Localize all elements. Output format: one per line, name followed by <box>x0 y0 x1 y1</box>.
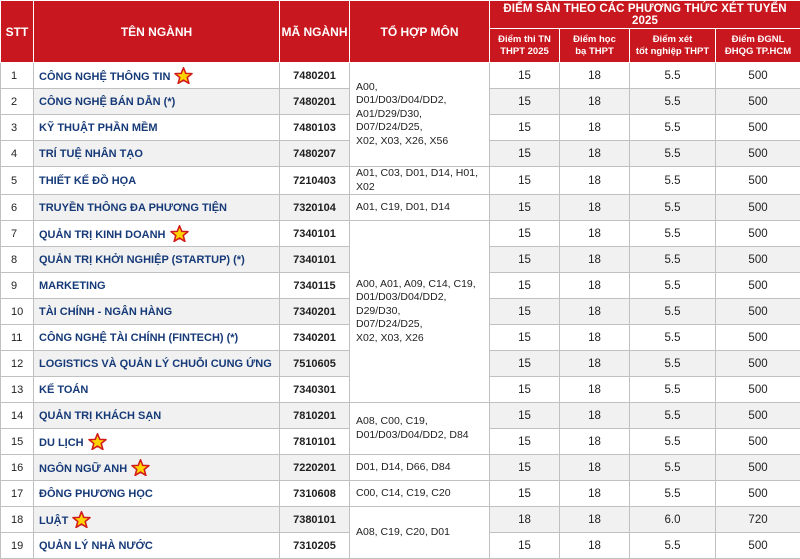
score-thpt-exam: 15 <box>490 455 560 481</box>
major-code-cell: 7220201 <box>280 455 350 481</box>
major-code-cell: 7480201 <box>280 63 350 89</box>
major-name-cell <box>34 195 280 221</box>
score-thpt-exam: 15 <box>490 429 560 455</box>
score-dgnl: 500 <box>716 221 800 247</box>
score-dgnl: 500 <box>716 533 800 559</box>
major-name-cell <box>34 455 280 481</box>
score-transcript: 18 <box>560 325 630 351</box>
score-graduation: 5.5 <box>630 141 716 167</box>
combo-line: A01, C19, D01, D14 <box>356 201 485 215</box>
star-icon <box>170 225 189 242</box>
major-name: CÔNG NGHỆ BÁN DẪN (*) <box>39 96 175 108</box>
stt-cell: 14 <box>1 403 34 429</box>
major-name-cell <box>34 141 280 167</box>
score-transcript: 18 <box>560 247 630 273</box>
score-graduation: 5.5 <box>630 115 716 141</box>
score-graduation: 5.5 <box>630 167 716 195</box>
score-graduation: 5.5 <box>630 533 716 559</box>
major-code-cell: 7380101 <box>280 507 350 533</box>
stt-cell: 13 <box>1 377 34 403</box>
major-code-cell: 7480201 <box>280 89 350 115</box>
combo-line: A01/D29/D30, <box>356 108 485 122</box>
score-transcript: 18 <box>560 167 630 195</box>
major-name: LUẬT <box>39 515 68 527</box>
score-transcript: 18 <box>560 89 630 115</box>
score-graduation: 5.5 <box>630 273 716 299</box>
score-graduation: 5.5 <box>630 247 716 273</box>
score-graduation: 6.0 <box>630 507 716 533</box>
major-code-cell: 7340201 <box>280 325 350 351</box>
score-dgnl: 500 <box>716 351 800 377</box>
score-transcript: 18 <box>560 141 630 167</box>
major-name-cell <box>34 325 280 351</box>
header-sub-dgnl: Điểm ĐGNL ĐHQG TP.HCM <box>716 29 800 63</box>
major-code-cell: 7810201 <box>280 403 350 429</box>
major-name: CÔNG NGHỆ THÔNG TIN <box>39 71 170 83</box>
stt-cell: 6 <box>1 195 34 221</box>
major-code-cell: 7310608 <box>280 481 350 507</box>
score-thpt-exam: 15 <box>490 533 560 559</box>
major-name-cell <box>34 507 280 533</box>
score-transcript: 18 <box>560 351 630 377</box>
star-icon <box>174 67 193 84</box>
score-transcript: 18 <box>560 481 630 507</box>
combo-line: A08, C19, C20, D01 <box>356 526 485 540</box>
score-graduation: 5.5 <box>630 299 716 325</box>
header-stt: STT <box>1 1 34 63</box>
score-dgnl: 500 <box>716 273 800 299</box>
score-transcript: 18 <box>560 221 630 247</box>
stt-cell: 17 <box>1 481 34 507</box>
combo-line: X02, X03, X26 <box>356 332 485 346</box>
score-graduation: 5.5 <box>630 429 716 455</box>
major-code-cell: 7810101 <box>280 429 350 455</box>
score-dgnl: 500 <box>716 403 800 429</box>
score-graduation: 5.5 <box>630 455 716 481</box>
major-name-cell <box>34 299 280 325</box>
combo-line: C00, C14, C19, C20 <box>356 487 485 501</box>
score-thpt-exam: 15 <box>490 351 560 377</box>
major-name: QUẢN TRỊ KINH DOANH <box>39 229 166 241</box>
header-score-group: ĐIỂM SÀN THEO CÁC PHƯƠNG THỨC XÉT TUYỂN 2025 <box>490 1 800 29</box>
major-name-cell <box>34 429 280 455</box>
major-name: THIẾT KẾ ĐỒ HỌA <box>39 175 136 187</box>
subject-combo-cell <box>350 481 490 507</box>
score-transcript: 18 <box>560 63 630 89</box>
score-dgnl: 500 <box>716 247 800 273</box>
major-name-cell <box>34 377 280 403</box>
score-transcript: 18 <box>560 455 630 481</box>
major-name: QUẢN LÝ NHÀ NƯỚC <box>39 540 153 552</box>
header-sub-thpt-exam: Điểm thi TN THPT 2025 <box>490 29 560 63</box>
score-dgnl: 500 <box>716 455 800 481</box>
score-dgnl: 720 <box>716 507 800 533</box>
score-thpt-exam: 15 <box>490 63 560 89</box>
header-ten-nganh: TÊN NGÀNH <box>34 1 280 63</box>
major-code-cell: 7480207 <box>280 141 350 167</box>
table-row <box>1 195 800 221</box>
score-thpt-exam: 15 <box>490 89 560 115</box>
score-transcript: 18 <box>560 377 630 403</box>
major-name-cell <box>34 63 280 89</box>
score-transcript: 18 <box>560 507 630 533</box>
major-name-cell <box>34 273 280 299</box>
score-transcript: 18 <box>560 429 630 455</box>
combo-line: A01, C03, D01, D14, H01, X02 <box>356 167 485 194</box>
subject-combo-cell <box>350 195 490 221</box>
score-graduation: 5.5 <box>630 351 716 377</box>
major-code-cell: 7480103 <box>280 115 350 141</box>
major-name-cell <box>34 533 280 559</box>
score-transcript: 18 <box>560 533 630 559</box>
stt-cell: 3 <box>1 115 34 141</box>
major-name: TRUYỀN THÔNG ĐA PHƯƠNG TIỆN <box>39 202 227 214</box>
major-name: LOGISTICS VÀ QUẢN LÝ CHUỖI CUNG ỨNG <box>39 358 272 370</box>
major-code-cell: 7320104 <box>280 195 350 221</box>
score-graduation: 5.5 <box>630 89 716 115</box>
combo-line: D01, D14, D66, D84 <box>356 461 485 475</box>
stt-cell: 15 <box>1 429 34 455</box>
stt-cell: 18 <box>1 507 34 533</box>
stt-cell: 2 <box>1 89 34 115</box>
stt-cell: 1 <box>1 63 34 89</box>
combo-line: A00, <box>356 81 485 95</box>
major-code-cell: 7310205 <box>280 533 350 559</box>
major-name: QUẢN TRỊ KHỞI NGHIỆP (STARTUP) (*) <box>39 254 245 266</box>
major-name: CÔNG NGHỆ TÀI CHÍNH (FINTECH) (*) <box>39 332 238 344</box>
major-name-cell <box>34 403 280 429</box>
score-thpt-exam: 15 <box>490 195 560 221</box>
table-row <box>1 507 800 533</box>
subject-combo-cell <box>350 403 490 455</box>
major-name-cell <box>34 167 280 195</box>
major-code-cell: 7210403 <box>280 167 350 195</box>
score-dgnl: 500 <box>716 481 800 507</box>
score-thpt-exam: 15 <box>490 247 560 273</box>
major-code-cell: 7340201 <box>280 299 350 325</box>
score-dgnl: 500 <box>716 195 800 221</box>
subject-combo-cell <box>350 167 490 195</box>
score-graduation: 5.5 <box>630 377 716 403</box>
score-dgnl: 500 <box>716 63 800 89</box>
stt-cell: 19 <box>1 533 34 559</box>
stt-cell: 10 <box>1 299 34 325</box>
score-transcript: 18 <box>560 115 630 141</box>
stt-cell: 12 <box>1 351 34 377</box>
subject-combo-cell <box>350 221 490 403</box>
major-name: NGÔN NGỮ ANH <box>39 463 127 475</box>
header-sub-transcript: Điểm học bạ THPT <box>560 29 630 63</box>
combo-line: D29/D30, <box>356 305 485 319</box>
table-row <box>1 455 800 481</box>
star-icon <box>88 433 107 450</box>
subject-combo-cell <box>350 63 490 167</box>
stt-cell: 9 <box>1 273 34 299</box>
stt-cell: 16 <box>1 455 34 481</box>
combo-line: D01/D03/D04/DD2, <box>356 94 485 108</box>
score-graduation: 5.5 <box>630 325 716 351</box>
major-code-cell: 7340301 <box>280 377 350 403</box>
major-name-cell <box>34 115 280 141</box>
score-dgnl: 500 <box>716 325 800 351</box>
major-name: KẾ TOÁN <box>39 384 88 396</box>
score-graduation: 5.5 <box>630 195 716 221</box>
table-row <box>1 481 800 507</box>
score-thpt-exam: 15 <box>490 167 560 195</box>
score-dgnl: 500 <box>716 167 800 195</box>
header-ma-nganh: MÃ NGÀNH <box>280 1 350 63</box>
score-thpt-exam: 15 <box>490 221 560 247</box>
score-dgnl: 500 <box>716 115 800 141</box>
score-graduation: 5.5 <box>630 63 716 89</box>
table-row <box>1 221 800 247</box>
score-dgnl: 500 <box>716 299 800 325</box>
score-thpt-exam: 15 <box>490 273 560 299</box>
combo-line: D07/D24/D25, <box>356 318 485 332</box>
header-to-hop-mon: TỔ HỢP MÔN <box>350 1 490 63</box>
header-sub-graduation: Điểm xét tốt nghiệp THPT <box>630 29 716 63</box>
score-dgnl: 500 <box>716 141 800 167</box>
major-name-cell <box>34 221 280 247</box>
major-name-cell <box>34 247 280 273</box>
combo-line: A08, C00, C19, <box>356 415 485 429</box>
major-code-cell: 7340115 <box>280 273 350 299</box>
combo-line: X02, X03, X26, X56 <box>356 135 485 149</box>
major-code-cell: 7340101 <box>280 221 350 247</box>
stt-cell: 5 <box>1 167 34 195</box>
major-name-cell <box>34 89 280 115</box>
score-transcript: 18 <box>560 403 630 429</box>
score-thpt-exam: 15 <box>490 325 560 351</box>
score-thpt-exam: 15 <box>490 115 560 141</box>
star-icon <box>72 511 91 528</box>
major-name-cell <box>34 481 280 507</box>
score-thpt-exam: 15 <box>490 141 560 167</box>
stt-cell: 7 <box>1 221 34 247</box>
major-name: QUẢN TRỊ KHÁCH SẠN <box>39 410 161 422</box>
major-name: MARKETING <box>39 280 106 292</box>
score-thpt-exam: 18 <box>490 507 560 533</box>
score-dgnl: 500 <box>716 377 800 403</box>
score-thpt-exam: 15 <box>490 481 560 507</box>
table-row <box>1 63 800 89</box>
score-thpt-exam: 15 <box>490 299 560 325</box>
table-row <box>1 167 800 195</box>
major-name: TÀI CHÍNH - NGÂN HÀNG <box>39 306 172 318</box>
score-dgnl: 500 <box>716 429 800 455</box>
star-icon <box>131 459 150 476</box>
major-name-cell <box>34 351 280 377</box>
stt-cell: 4 <box>1 141 34 167</box>
subject-combo-cell <box>350 455 490 481</box>
score-graduation: 5.5 <box>630 481 716 507</box>
score-transcript: 18 <box>560 195 630 221</box>
score-dgnl: 500 <box>716 89 800 115</box>
major-name: DU LỊCH <box>39 437 84 449</box>
score-transcript: 18 <box>560 299 630 325</box>
stt-cell: 11 <box>1 325 34 351</box>
combo-line: D07/D24/D25, <box>356 121 485 135</box>
stt-cell: 8 <box>1 247 34 273</box>
major-name: TRÍ TUỆ NHÂN TẠO <box>39 148 143 160</box>
major-name: KỸ THUẬT PHẦN MỀM <box>39 122 158 134</box>
table-row <box>1 403 800 429</box>
combo-line: D01/D03/D04/DD2, D84 <box>356 429 485 443</box>
combo-line: A00, A01, A09, C14, C19, <box>356 278 485 292</box>
score-graduation: 5.5 <box>630 403 716 429</box>
score-thpt-exam: 15 <box>490 377 560 403</box>
major-code-cell: 7340101 <box>280 247 350 273</box>
combo-line: D01/D03/D04/DD2, <box>356 291 485 305</box>
score-thpt-exam: 15 <box>490 403 560 429</box>
major-name: ĐÔNG PHƯƠNG HỌC <box>39 488 153 500</box>
major-code-cell: 7510605 <box>280 351 350 377</box>
score-graduation: 5.5 <box>630 221 716 247</box>
score-transcript: 18 <box>560 273 630 299</box>
